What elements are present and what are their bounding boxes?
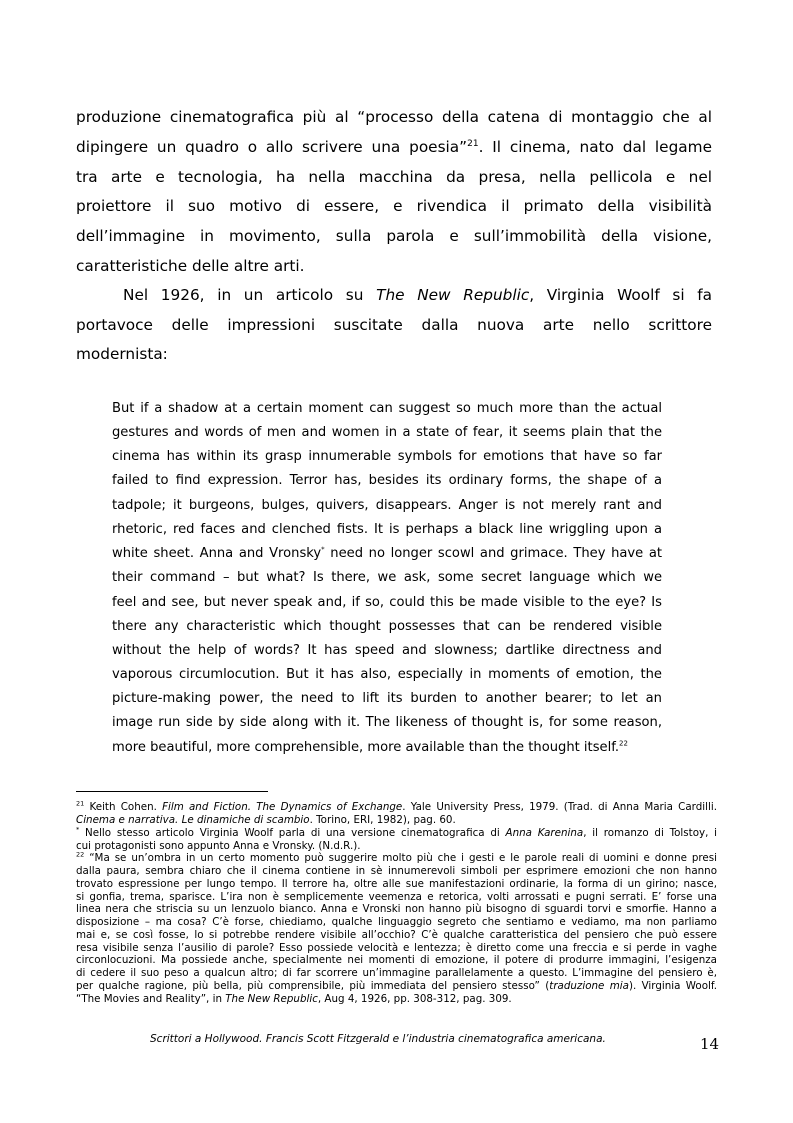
quote-line: But if a shadow at a certain moment can suggest so much more than the actual xyxy=(112,401,662,416)
quote-line: vaporous circumlocution. But it has also, especially in moments of emotion, the xyxy=(112,667,662,682)
body-line: produzione cinematografica più al “processo della catena di montaggio che al xyxy=(76,108,712,126)
footnote-star: * Nello stesso articolo Virginia Woolf parla di una versione cinematografica di Anna Karenina, il romanzo di Tolstoy, i xyxy=(76,825,717,839)
quote-line: cinema has within its grasp innumerable symbols for emotions that have so far xyxy=(112,449,662,464)
footnote-line: si gonfia, trema, sparisce. L’ira non è semplicemente veemenza e retorica, volti arrossati e pugni serrati. E’ forse una xyxy=(76,891,717,903)
footnote-separator xyxy=(76,791,268,792)
footnote-ref[interactable]: 22 xyxy=(619,739,628,748)
footnote-ref[interactable]: * xyxy=(321,545,325,554)
footnote-21: $^{21}$ Keith Cohen. Film and Fiction. The Dynamics of Exchange. Yale University Press, 1979. (Trad. di Anna Maria Cardilli. xyxy=(76,799,717,813)
quote-line: their command – but what? Is there, we ask, some secret language which we xyxy=(112,570,662,585)
footnote-line: di cedere il suo peso a qualcun altro; di far scorrere un’immagine parallelamente a questo. L’immagine del pensiero è, xyxy=(76,967,717,979)
body-line: Nel 1926, in un articolo su The New Republic, Virginia Woolf si fa xyxy=(123,286,712,304)
footnote-line: per qualche ragione, più bella, più comprensibile, più immediata del pensiero stesso” (traduzione mia). Virginia Woolf. xyxy=(76,980,717,992)
footnote-line: resa visibile senza l’ausilio di parole? Esso possiede velocità e lentezza; è diretto come una freccia e si perde in vaghe xyxy=(76,942,717,954)
quote-line: without the help of words? It has speed and slowness; dartlike directness and xyxy=(112,643,662,658)
quote-line: failed to find expression. Terror has, besides its ordinary forms, the shape of a xyxy=(112,473,662,488)
footnote-line: circonlocuzioni. Ma possiede anche, specialmente nei momenti di emozione, il potere di produrre immagini, l’esigenza xyxy=(76,954,717,966)
running-footer: Scrittori a Hollywood. Francis Scott Fitzgerald e l’industria cinematografica americana. xyxy=(150,1033,606,1045)
quote-line: more beautiful, more comprehensible, more available than the thought itself.$^{22}$ xyxy=(112,739,628,755)
footnote-line: linea nera che striscia su un lenzuolo bianco. Anna e Vronski non hanno più bisogno di sguardi torvi e smorfie. Hanno a xyxy=(76,903,717,915)
body-line: dell’immagine in movimento, sulla parola e sull’immobilità della visione, xyxy=(76,227,712,245)
body-line: caratteristiche delle altre arti. xyxy=(76,257,305,275)
footnote-line: mai e, se così fosse, lo si potrebbe rendere visibile all’occhio? C’è qualche caratteristica del pensiero che può essere xyxy=(76,929,717,941)
quote-line: tadpole; it burgeons, bulges, quivers, disappears. Anger is not merely rant and xyxy=(112,498,662,513)
footnote-22: $^{22}$ “Ma se un’ombra in un certo momento può suggerire molto più che i gesti e le parole reali di uomini e donne presi xyxy=(76,850,717,864)
footnote-line: cui protagonisti sono appunto Anna e Vronsky. (N.d.R.). xyxy=(76,840,361,852)
footnote-line: disposizione – ma cosa? C’è forse, chiediamo, qualche linguaggio segreto che sentiamo e vediamo, ma non parliamo xyxy=(76,916,717,928)
body-line: portavoce delle impressioni suscitate dalla nuova arte nello scrittore xyxy=(76,316,712,334)
quote-line: image run side by side along with it. The likeness of thought is, for some reason, xyxy=(112,715,662,730)
quote-line: gestures and words of men and women in a state of fear, it seems plain that the xyxy=(112,425,662,440)
quote-line: rhetoric, red faces and clenched fists. It is perhaps a black line wriggling upon a xyxy=(112,522,662,537)
footnote-line: Cinema e narrativa. Le dinamiche di scambio. Torino, ERI, 1982), pag. 60. xyxy=(76,814,456,826)
quote-line: there any characteristic which thought possesses that can be rendered visible xyxy=(112,619,662,634)
footnote-line: dalla paura, sembra chiaro che il cinema contiene in sè innumerevoli simboli per esprimere emozioni che non hanno xyxy=(76,865,717,877)
body-line: dipingere un quadro o allo scrivere una poesia”$^{21}$. Il cinema, nato dal legame xyxy=(76,138,712,156)
body-line: modernista: xyxy=(76,345,168,363)
body-line: proiettore il suo motivo di essere, e rivendica il primato della visibilità xyxy=(76,197,712,215)
quote-line: picture-making power, the need to lift its burden to another bearer; to let an xyxy=(112,691,662,706)
body-line: tra arte e tecnologia, ha nella macchina da presa, nella pellicola e nel xyxy=(76,168,712,186)
quote-line: feel and see, but never speak and, if so, could this be made visible to the eye? Is xyxy=(112,595,662,610)
footnote-ref[interactable]: 21 xyxy=(467,138,479,149)
footnote-line: trovato espressione per lungo tempo. Il terrore ha, oltre alle sue manifestazioni ordinarie, la forma di un girino; nasce, xyxy=(76,878,717,890)
page-number: 14 xyxy=(700,1035,720,1053)
quote-line: white sheet. Anna and Vronsky* need no longer scowl and grimace. They have at xyxy=(112,545,662,561)
footnote-line: “The Movies and Reality”, in The New Republic, Aug 4, 1926, pp. 308-312, pag. 309. xyxy=(76,993,512,1005)
